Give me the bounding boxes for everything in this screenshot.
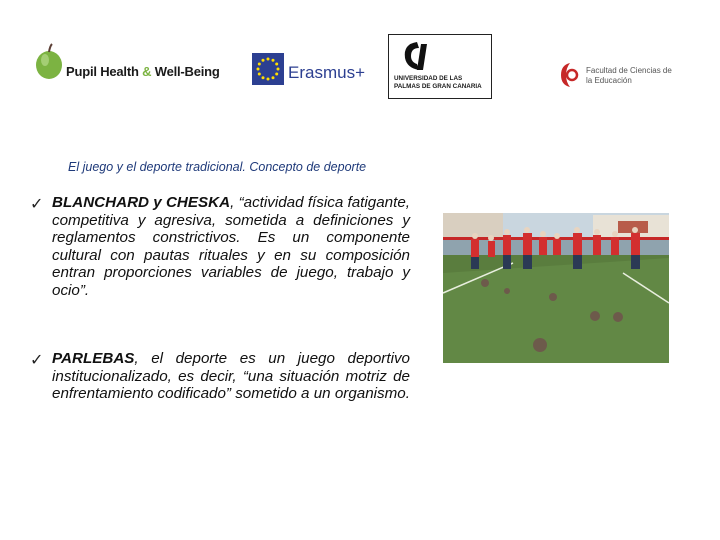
bullet-text [52, 350, 410, 403]
bullet-author: PARLEBAS [52, 350, 135, 367]
ulpgc-emblem-icon [397, 40, 439, 72]
eu-flag-icon [252, 53, 284, 85]
ulpgc-logo [388, 34, 492, 99]
bullet-body: , “actividad física fatigante, competitiva y agresiva, sometida a definiciones y reglamentos constrictivos. Es un componente cultural con pautas rituales y en su composición entran proporciones variables de juego, trabajo y ocio”. [52, 194, 411, 299]
bullet-blanchard [30, 194, 410, 299]
apple-icon [34, 42, 64, 80]
bullet-body: , el deporte es un juego deportivo institucionalizado, es decir, “una situación motriz de enfrentamiento codificado” sometido a un organismo. [52, 350, 410, 402]
pupil-health-text: Pupil Health & Well-Being [66, 64, 220, 79]
faculty-text: Facultad de Ciencias de la Educación [586, 66, 672, 85]
checkmark-icon: ✓ [30, 196, 44, 213]
bullet-text [52, 194, 410, 299]
bocce-photo [443, 213, 669, 363]
slide-subtitle: El juego y el deporte tradicional. Concepto de deporte [68, 160, 367, 174]
bullet-parlebas [30, 350, 410, 403]
erasmus-logo [250, 47, 365, 95]
faculty-emblem-icon [558, 60, 582, 90]
erasmus-text: Erasmus+ [288, 63, 365, 82]
checkmark-icon: ✓ [30, 352, 44, 369]
faculty-logo [558, 58, 678, 92]
bullet-author: BLANCHARD y CHESKA [52, 194, 231, 211]
pupil-health-logo [30, 38, 236, 86]
ulpgc-text: UNIVERSIDAD DE LAS PALMAS DE GRAN CANARIA [394, 75, 482, 90]
